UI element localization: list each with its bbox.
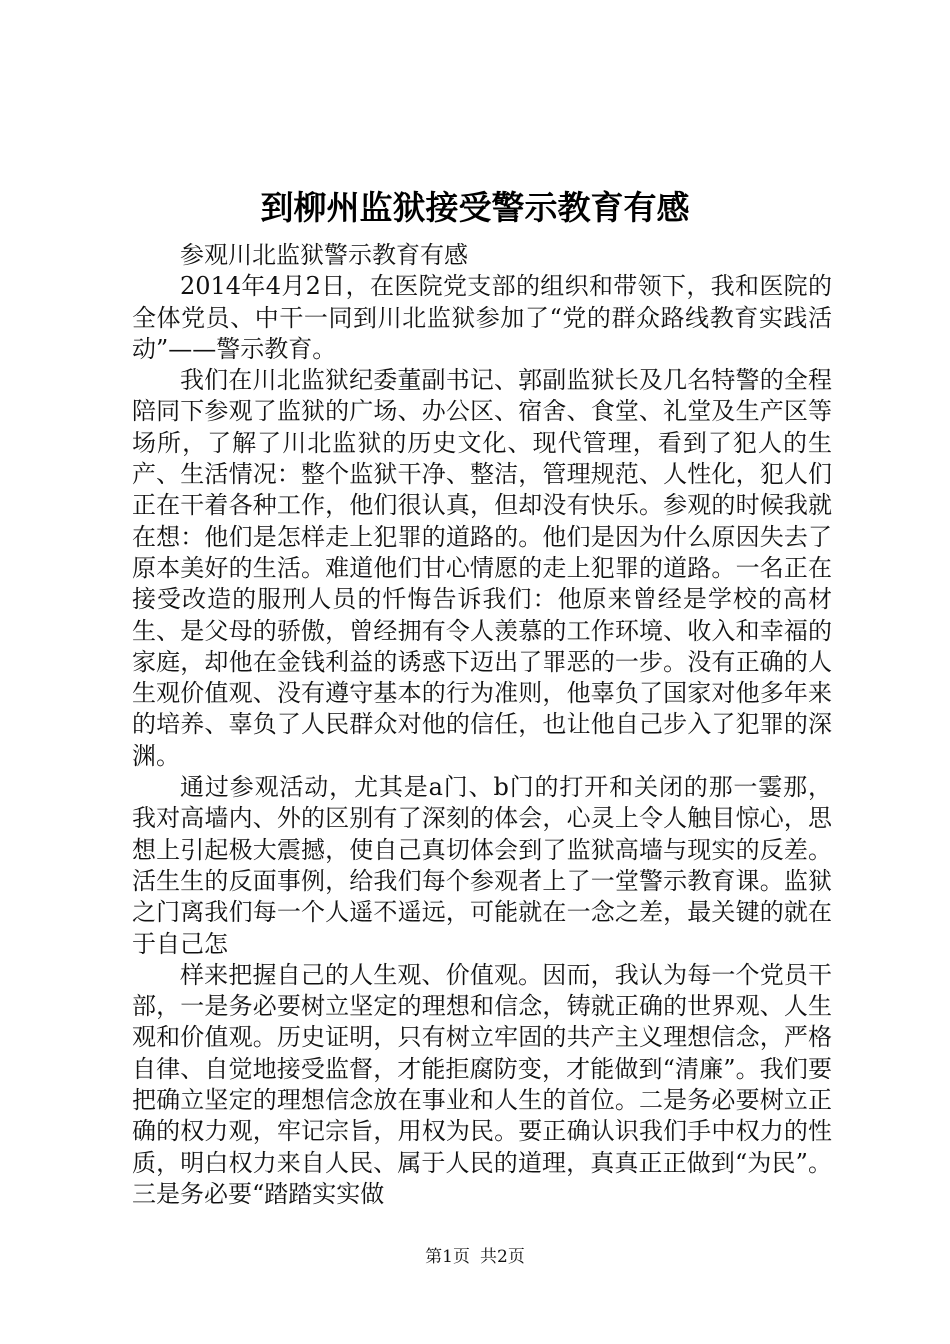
page-total: 共2页 bbox=[480, 1247, 525, 1267]
paragraph-2: 我们在川北监狱纪委董副书记、郭副监狱长及几名特警的全程陪同下参观了监狱的广场、办公区、宿舍、食堂、礼堂及生产区等场所，了解了川北监狱的历史文化、现代管理，看到了犯人的生产、生活情况：整个监狱干净、整洁，管理规范、人性化，犯人们正在干着各种工作，他们很认真，但却没有快乐。参观的时候我就在想：他们是怎样走上犯罪的道路的。他们是因为什么原因失去了原本美好的生活。难道他们甘心情愿的走上犯罪的道路。一名正在接受改造的服刑人员的忏悔告诉我们：他原来曾经是学校的高材生、是父母的骄傲，曾经拥有令人羡慕的工作环境、收入和幸福的家庭，却他在金钱利益的诱惑下迈出了罪恶的一步。没有正确的人生观价值观、没有遵守基本的行为准则，他辜负了国家对他多年来的培养、辜负了人民群众对他的信任，也让他自己步入了犯罪的深渊。 bbox=[132, 366, 832, 770]
document-subtitle: 参观川北监狱警示教育有感 bbox=[180, 241, 468, 269]
paragraph-1: 2014年4月2日，在医院党支部的组织和带领下，我和医院的全体党员、中干一同到川北监狱参加了“党的群众路线教育实践活动”——警示教育。 bbox=[132, 272, 832, 363]
document-body bbox=[132, 240, 832, 1210]
paragraph-4: 样来把握自己的人生观、价值观。因而，我认为每一个党员干部，一是务必要树立坚定的理想和信念，铸就正确的世界观、人生观和价值观。历史证明，只有树立牢固的共产主义理想信念，严格自律、自觉地接受监督，才能拒腐防变，才能做到“清廉”。我们要把确立坚定的理想信念放在事业和人生的首位。二是务必要树立正确的权力观，牢记宗旨，用权为民。要正确认识我们手中权力的性质，明白权力来自人民、属于人民的道理，真真正正做到“为民”。三是务必要“踏踏实实做 bbox=[132, 960, 832, 1208]
document-title: 到柳州监狱接受警示教育有感 bbox=[260, 188, 690, 227]
page-number: 第1页 bbox=[425, 1247, 470, 1267]
paragraph-3: 通过参观活动，尤其是a门、b门的打开和关闭的那一霎那，我对高墙内、外的区别有了深刻的体会，心灵上令人触目惊心，思想上引起极大震撼，使自己真切体会到了监狱高墙与现实的反差。活生生的反面事例，给我们每个参观者上了一堂警示教育课。监狱之门离我们每一个人遥不遥远，可能就在一念之差，最关键的就在于自己怎 bbox=[132, 773, 832, 958]
page-footer bbox=[0, 1246, 950, 1268]
